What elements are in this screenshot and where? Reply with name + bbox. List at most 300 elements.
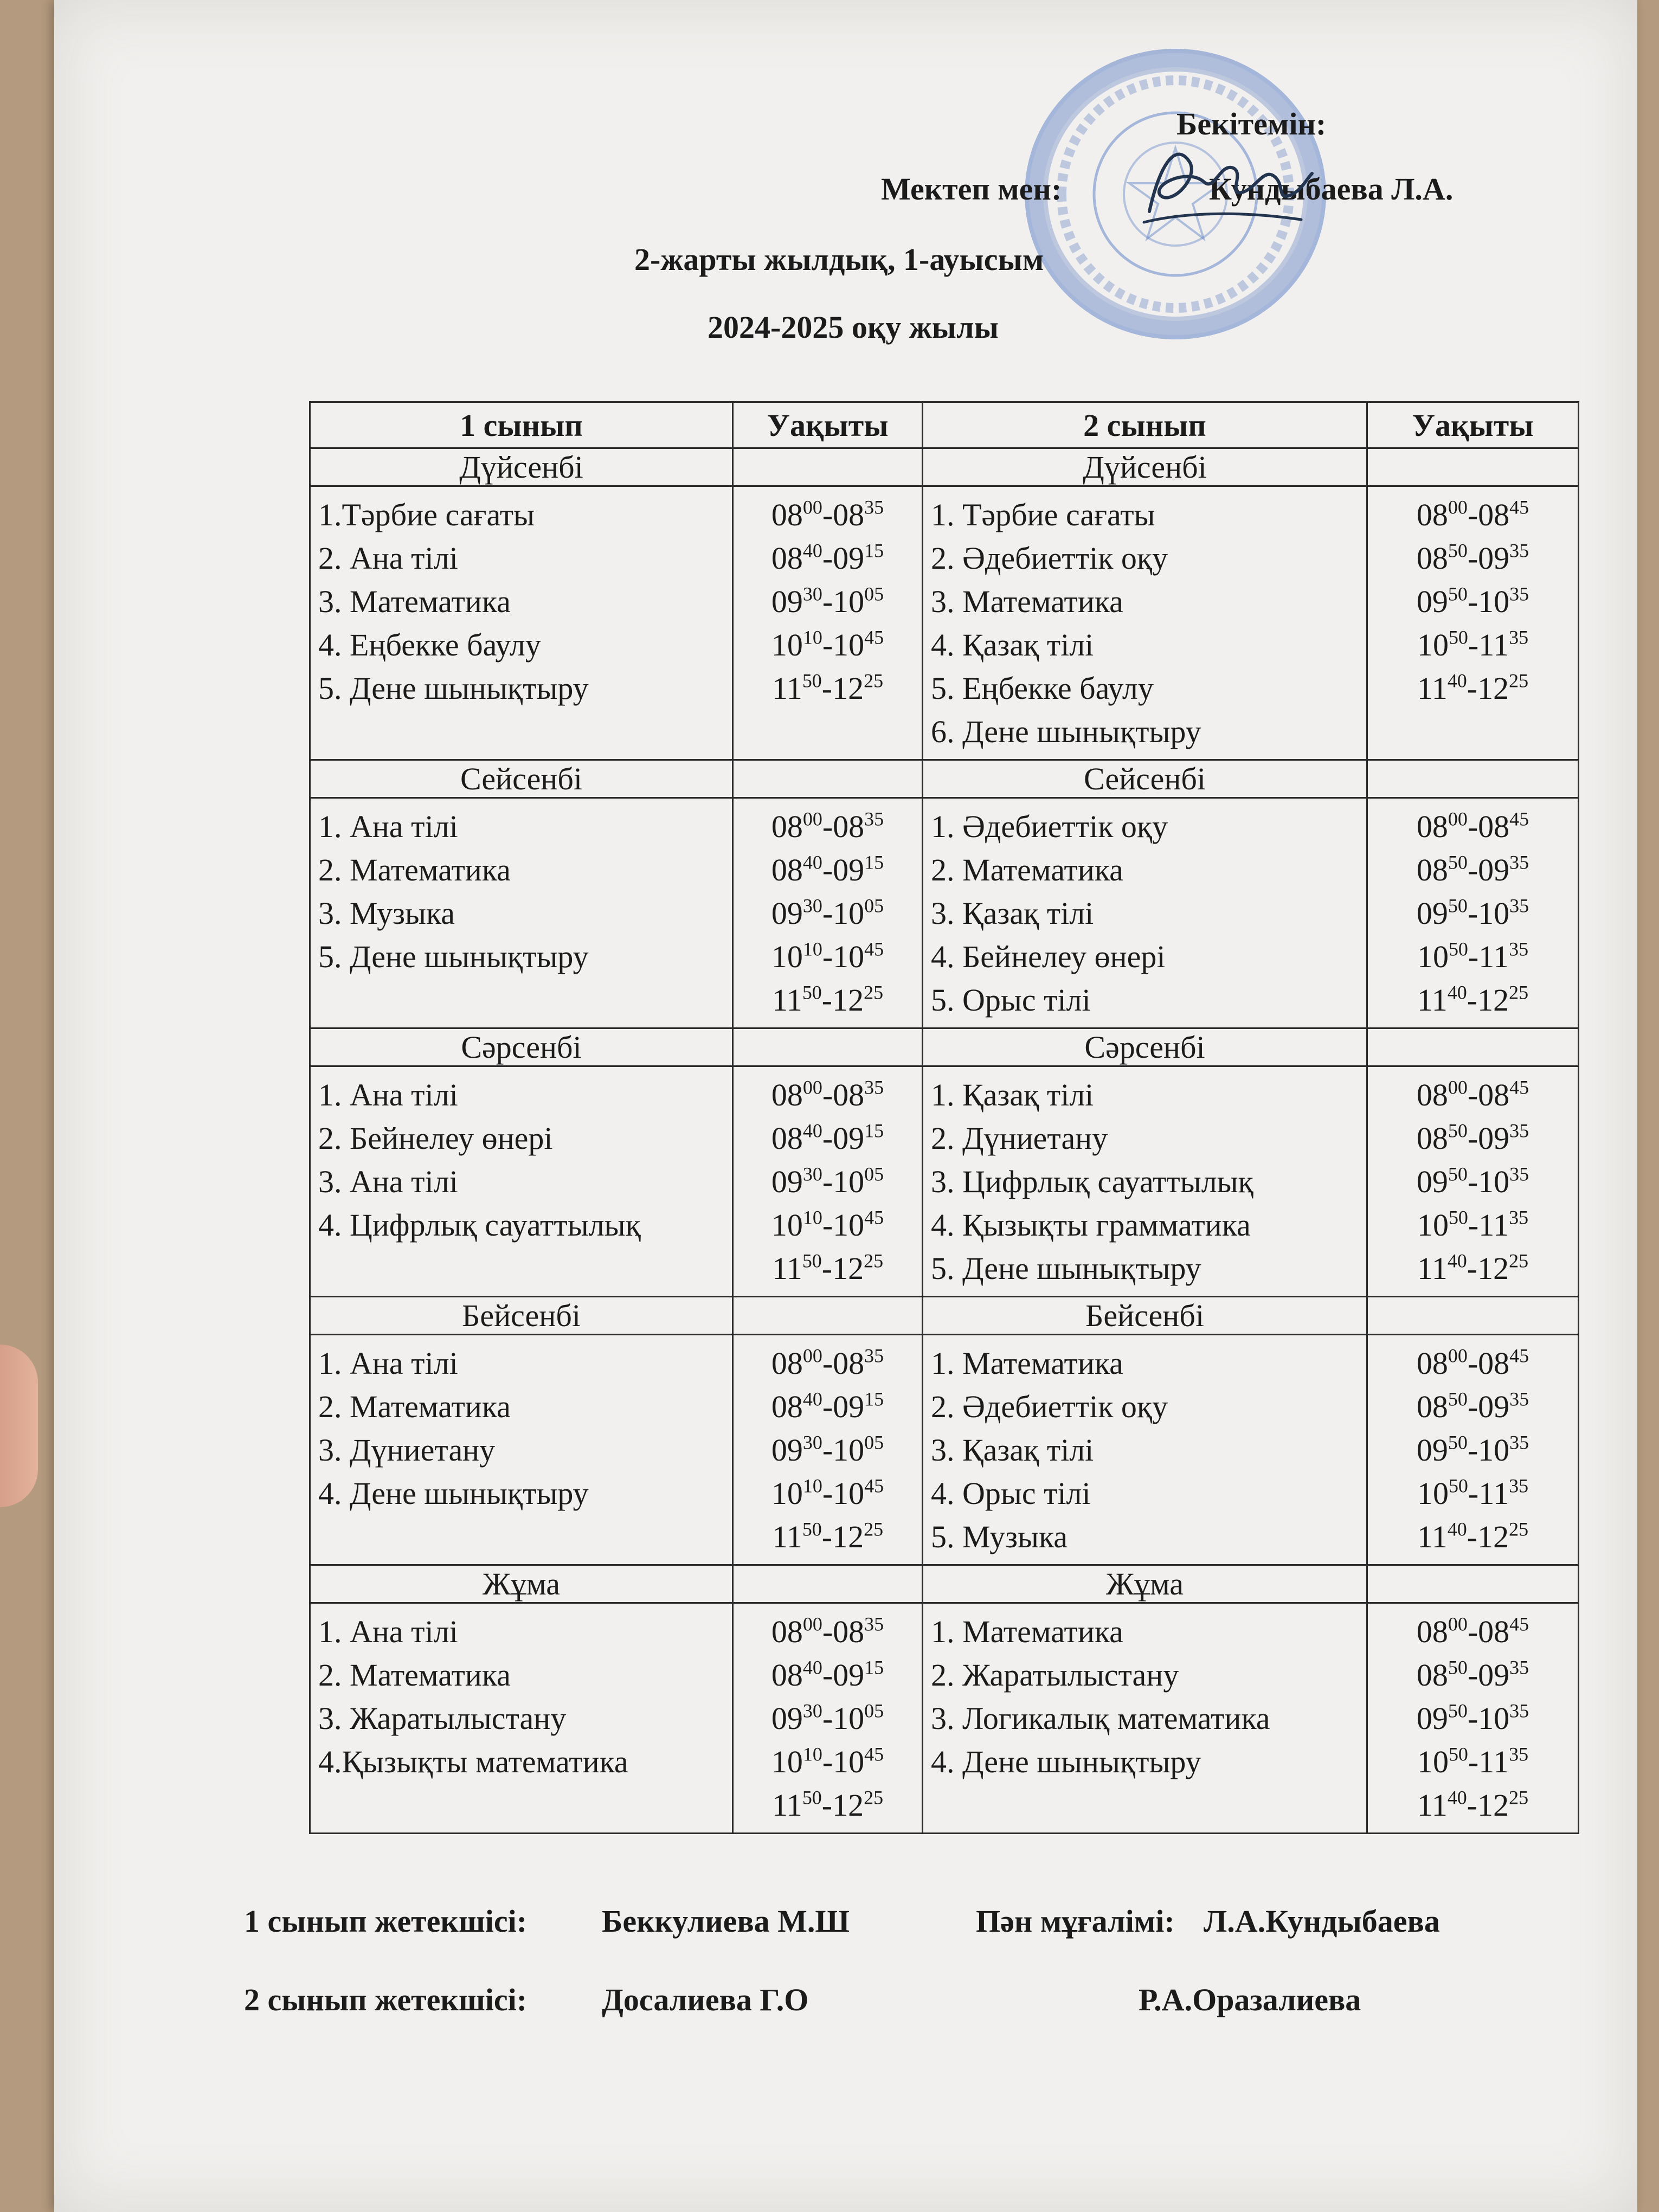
time-range [1368,1472,1578,1515]
header-time1: Уақыты [733,402,923,448]
hour-end: 12 [1477,1787,1509,1823]
minute-end: 25 [864,981,884,1004]
dash: - [1467,1251,1478,1286]
time-range [1368,979,1578,1022]
dash: - [822,1614,833,1649]
time-range [1368,493,1578,537]
lesson-item: 5. Орыс тілі [931,982,1091,1018]
minute-end: 45 [864,1475,884,1497]
hour-end: 10 [833,1476,865,1511]
minute-end: 45 [1509,1076,1529,1098]
minute-start: 40 [1447,1786,1467,1809]
dash: - [1468,1476,1479,1511]
hour-end: 12 [1477,982,1509,1018]
dash: - [1467,1787,1478,1823]
minute-end: 25 [1509,1250,1529,1272]
dash: - [1467,1077,1478,1113]
day-row [310,1297,1579,1335]
dash: - [822,1164,833,1199]
minute-start: 40 [1447,981,1467,1004]
dash: - [822,1657,833,1693]
hour-start: 08 [1416,1614,1448,1649]
hour-start: 09 [771,896,803,931]
minute-start: 40 [1447,670,1467,692]
header-grade1: 1 сынып [310,402,733,448]
hour-end: 09 [833,852,865,888]
hour-start: 11 [1417,982,1448,1018]
minute-start: 30 [802,895,822,917]
day-name-grade1: Сейсенбі [310,760,733,798]
minute-end: 15 [864,539,884,562]
minute-start: 50 [802,670,822,692]
grade1-lessons [310,1603,733,1834]
minute-end: 35 [864,1613,884,1635]
lesson-item: 2. Математика [318,852,511,888]
lesson-item: 3. Ана тілі [318,1164,458,1199]
hour-end: 09 [833,541,865,576]
hour-end: 12 [832,671,864,706]
minute-end: 35 [864,1076,884,1098]
dash: - [821,1787,833,1823]
minute-end: 45 [1509,496,1529,518]
minute-start: 50 [1448,1120,1468,1142]
lesson-item: 1. Ана тілі [318,1614,458,1649]
lesson-item: 5. Дене шынықтыру [931,1251,1201,1286]
minute-start: 00 [1448,1076,1468,1098]
lesson-item: 4. Еңбекке баулу [318,627,541,663]
time-range [734,805,922,848]
grade2-lessons [923,798,1367,1028]
minute-end: 15 [864,1388,884,1410]
lessons-row [310,1603,1579,1834]
hour-end: 12 [1477,671,1509,706]
time-range [1368,1385,1578,1429]
lesson-item: 2. Математика [931,852,1123,888]
lesson-item: 3. Музыка [318,896,455,931]
lesson-item: 3. Дүниетану [318,1432,496,1468]
hour-start: 09 [1416,584,1448,619]
dash: - [822,1121,833,1156]
hour-end: 09 [833,1121,865,1156]
hour-end: 12 [832,1519,864,1554]
time-range [1368,1247,1578,1290]
hour-start: 09 [1416,1164,1448,1199]
grade2-lessons [923,1066,1367,1297]
minute-end: 25 [1509,670,1529,692]
grade1-lessons [310,1335,733,1565]
minute-start: 50 [802,1518,822,1540]
minute-end: 45 [1509,1613,1529,1635]
dash: - [1468,627,1479,663]
minute-end: 35 [1509,938,1529,960]
hour-start: 09 [771,584,803,619]
grade2-lessons [923,1603,1367,1834]
minute-end: 05 [864,895,884,917]
dash: - [1468,939,1479,974]
day-time-blank [1367,1565,1579,1603]
minute-start: 40 [802,1656,822,1679]
dash: - [822,627,833,663]
dash: - [1467,1657,1478,1693]
grade2-times [1367,1335,1579,1565]
dash: - [1467,1389,1478,1424]
lesson-item: 2. Бейнелеу өнері [318,1121,553,1156]
time-range [734,1654,922,1697]
hour-start: 10 [1417,1476,1449,1511]
hour-start: 11 [1417,671,1448,706]
minute-end: 05 [864,1700,884,1722]
minute-start: 30 [802,1163,822,1185]
lesson-item: 5. Дене шынықтыру [318,939,589,974]
day-time-blank [1367,448,1579,486]
time-range [734,493,922,537]
minute-end: 45 [864,626,884,648]
grade1-times [733,1603,923,1834]
approval-label: Бекітемін: [1176,106,1327,142]
hour-end: 10 [833,1744,865,1779]
day-name-grade2: Жұма [923,1565,1367,1603]
time-range [734,623,922,667]
hour-start: 11 [771,1519,802,1554]
minute-end: 35 [1509,1656,1529,1679]
hour-start: 08 [1416,1346,1448,1381]
time-range [734,848,922,892]
minute-end: 35 [864,808,884,830]
hour-end: 11 [1478,1207,1509,1243]
minute-end: 35 [1509,1431,1529,1454]
lesson-item: 3. Қазақ тілі [931,1432,1094,1468]
paper-sheet [54,0,1637,2212]
minute-start: 50 [1448,851,1468,873]
hour-end: 12 [832,982,864,1018]
minute-end: 35 [1509,1388,1529,1410]
schedule-body [310,448,1579,1834]
minute-end: 25 [864,1250,884,1272]
lesson-item: 1. Математика [931,1346,1123,1381]
minute-start: 50 [1448,1431,1468,1454]
hour-start: 11 [1417,1787,1448,1823]
hour-start: 08 [1416,541,1448,576]
hour-end: 09 [1478,852,1510,888]
day-time-blank [733,760,923,798]
hour-end: 12 [1477,1519,1509,1554]
hour-end: 08 [1478,497,1510,532]
lesson-item: 2. Математика [318,1389,511,1424]
hour-start: 09 [771,1164,803,1199]
hour-start: 11 [771,1251,802,1286]
day-time-blank [1367,760,1579,798]
hour-end: 12 [832,1251,864,1286]
time-range [1368,623,1578,667]
dash: - [1467,584,1478,619]
minute-end: 25 [1509,1518,1529,1540]
hour-end: 09 [1478,1657,1510,1693]
header-time2: Уақыты [1367,402,1579,448]
lesson-item: 3. Математика [931,584,1123,619]
principal-label: Мектеп мен: [881,171,1062,207]
minute-start: 50 [1448,1475,1468,1497]
hour-start: 08 [771,1121,803,1156]
time-range [734,1515,922,1559]
lesson-item: 2. Жаратылыстану [931,1657,1179,1693]
hour-start: 08 [1416,1657,1448,1693]
dash: - [1467,852,1478,888]
hour-start: 10 [771,1476,803,1511]
time-range [734,1429,922,1472]
dash: - [822,896,833,931]
minute-start: 00 [802,496,822,518]
grade2-times [1367,1066,1579,1297]
time-range [1368,1204,1578,1247]
time-range [734,1204,922,1247]
hour-start: 11 [771,982,802,1018]
minute-end: 35 [1509,626,1529,648]
dash: - [1467,1164,1478,1199]
grade2-times [1367,1603,1579,1834]
hour-end: 08 [833,809,865,844]
hour-start: 10 [771,1207,803,1243]
time-range [734,1160,922,1204]
day-name-grade2: Сейсенбі [923,760,1367,798]
dash: - [1467,671,1478,706]
hour-end: 10 [833,584,865,619]
minute-end: 15 [864,1656,884,1679]
minute-start: 00 [1448,1613,1468,1635]
dash: - [1467,1432,1478,1468]
minute-start: 00 [1448,1345,1468,1367]
dash: - [821,671,833,706]
grade2-lessons [923,1335,1367,1565]
minute-end: 35 [1509,1475,1529,1497]
minute-start: 10 [802,1743,822,1765]
minute-start: 00 [1448,496,1468,518]
day-name-grade1: Бейсенбі [310,1297,733,1335]
dash: - [822,1432,833,1468]
hour-start: 09 [1416,1701,1448,1736]
time-range [734,1610,922,1654]
hour-end: 08 [1478,809,1510,844]
lessons-row [310,1335,1579,1565]
minute-end: 25 [1509,981,1529,1004]
minute-end: 15 [864,1120,884,1142]
hour-end: 08 [1478,1346,1510,1381]
time-range [1368,1515,1578,1559]
minute-end: 35 [864,1345,884,1367]
lesson-item: 4. Цифрлық сауаттылық [318,1207,641,1243]
hour-start: 10 [771,1744,803,1779]
dash: - [1467,1121,1478,1156]
lesson-item: 2. Математика [318,1657,511,1693]
minute-end: 05 [864,1163,884,1185]
lesson-item: 3. Қазақ тілі [931,896,1094,931]
time-range [734,1697,922,1740]
time-range [1368,1697,1578,1740]
hour-end: 11 [1478,939,1509,974]
hour-end: 09 [833,1657,865,1693]
hour-end: 08 [833,1077,865,1113]
dash: - [1467,1346,1478,1381]
hour-start: 09 [1416,896,1448,931]
hour-end: 11 [1478,1476,1509,1511]
minute-start: 40 [802,1388,822,1410]
day-time-blank [733,448,923,486]
time-range [734,1342,922,1385]
time-range [1368,1073,1578,1117]
lesson-item: 2. Әдебиеттік оқу [931,1389,1168,1424]
minute-end: 15 [864,851,884,873]
principal-name: Кундыбаева Л.А. [1209,171,1454,207]
day-row [310,760,1579,798]
time-range [1368,1654,1578,1697]
lesson-item: 5. Музыка [931,1519,1068,1554]
lesson-item: 4.Қызықты математика [318,1744,628,1779]
minute-start: 40 [1447,1250,1467,1272]
lesson-item: 4. Бейнелеу өнері [931,939,1166,974]
schedule-table [309,401,1579,1834]
hour-end: 09 [1478,1389,1510,1424]
grade1-lessons [310,798,733,1028]
grade1-times [733,486,923,760]
time-range [734,1073,922,1117]
hour-end: 08 [833,1614,865,1649]
time-range [1368,667,1578,710]
lesson-item: 4. Орыс тілі [931,1476,1091,1511]
hour-start: 08 [771,1614,803,1649]
time-range [734,1117,922,1160]
dash: - [822,1077,833,1113]
dash: - [1467,982,1478,1018]
minute-end: 25 [864,1518,884,1540]
minute-start: 50 [1448,539,1468,562]
minute-end: 35 [1509,1206,1529,1229]
hour-start: 11 [771,1787,802,1823]
minute-end: 35 [1509,1120,1529,1142]
dash: - [822,1346,833,1381]
day-time-blank [1367,1297,1579,1335]
hour-end: 10 [1478,584,1510,619]
hour-end: 10 [833,1207,865,1243]
minute-end: 25 [1509,1786,1529,1809]
minute-end: 35 [1509,1700,1529,1722]
grade2-times [1367,798,1579,1028]
minute-start: 50 [802,1786,822,1809]
grade2-lessons [923,486,1367,760]
minute-end: 25 [864,670,884,692]
time-range [734,935,922,979]
minute-end: 35 [1509,1743,1529,1765]
day-name-grade2: Дүйсенбі [923,448,1367,486]
hour-end: 10 [1478,1432,1510,1468]
dash: - [1467,1614,1478,1649]
second-teacher-name: Р.А.Оразалиева [1139,1982,1361,2017]
lesson-item: 3. Цифрлық сауаттылық [931,1164,1253,1199]
lesson-item: 5. Еңбекке баулу [931,671,1154,706]
day-row [310,448,1579,486]
time-range [1368,848,1578,892]
lesson-item: 4. Қызықты грамматика [931,1207,1251,1243]
day-name-grade2: Бейсенбі [923,1297,1367,1335]
minute-start: 40 [802,539,822,562]
lessons-row [310,798,1579,1028]
minute-start: 50 [802,981,822,1004]
dash: - [822,584,833,619]
hour-end: 08 [833,497,865,532]
dash: - [1467,896,1478,931]
hour-end: 10 [1478,896,1510,931]
hour-start: 08 [1416,852,1448,888]
hour-start: 11 [1417,1519,1448,1554]
minute-start: 00 [802,808,822,830]
time-range [1368,892,1578,935]
minute-end: 45 [864,1206,884,1229]
hour-end: 09 [1478,1121,1510,1156]
grade1-teacher-label: 1 сынып жетекшісі: [244,1904,528,1939]
minute-start: 50 [802,1250,822,1272]
minute-start: 50 [1448,583,1468,605]
lesson-item: 4. Дене шынықтыру [318,1476,589,1511]
minute-start: 50 [1448,1656,1468,1679]
hour-end: 09 [1478,541,1510,576]
lesson-item: 3. Логикалық математика [931,1701,1270,1736]
hour-end: 10 [833,939,865,974]
lesson-item: 1. Қазақ тілі [931,1077,1094,1113]
dash: - [822,541,833,576]
hour-end: 10 [833,1164,865,1199]
minute-start: 00 [802,1076,822,1098]
grade2-times [1367,486,1579,760]
grade1-times [733,1335,923,1565]
hour-start: 08 [771,1077,803,1113]
minute-start: 30 [802,583,822,605]
hour-start: 08 [1416,1389,1448,1424]
lesson-item: 1. Математика [931,1614,1123,1649]
minute-start: 50 [1448,895,1468,917]
minute-end: 35 [1509,539,1529,562]
minute-start: 40 [802,851,822,873]
grade2-teacher-label: 2 сынып жетекшісі: [244,1982,528,2017]
header-grade2: 2 сынып [923,402,1367,448]
time-range [1368,1160,1578,1204]
minute-end: 25 [864,1786,884,1809]
hour-start: 10 [771,627,803,663]
minute-start: 50 [1448,1206,1468,1229]
hour-end: 08 [833,1346,865,1381]
hour-end: 10 [1478,1164,1510,1199]
time-range [1368,935,1578,979]
minute-end: 35 [1509,1163,1529,1185]
time-range [734,537,922,580]
hour-end: 08 [1478,1614,1510,1649]
hour-end: 11 [1478,1744,1509,1779]
hour-start: 10 [1417,1207,1449,1243]
dash: - [1468,1207,1479,1243]
lesson-item: 1. Ана тілі [318,809,458,844]
time-range [1368,1429,1578,1472]
minute-start: 40 [802,1120,822,1142]
dash: - [1467,1519,1478,1554]
minute-end: 45 [1509,1345,1529,1367]
hour-start: 10 [1417,939,1449,974]
subject-teacher-label: Пән мұғалімі: [976,1904,1175,1939]
lesson-item: 1.Тәрбие сағаты [318,497,535,532]
lesson-item: 4. Дене шынықтыру [931,1744,1201,1779]
lesson-item: 1. Әдебиеттік оқу [931,809,1168,844]
time-range [734,1385,922,1429]
day-time-blank [733,1028,923,1066]
dash: - [1467,1701,1478,1736]
term-title: 2-жарты жылдық, 1-ауысым [634,242,1044,277]
minute-end: 35 [1509,895,1529,917]
